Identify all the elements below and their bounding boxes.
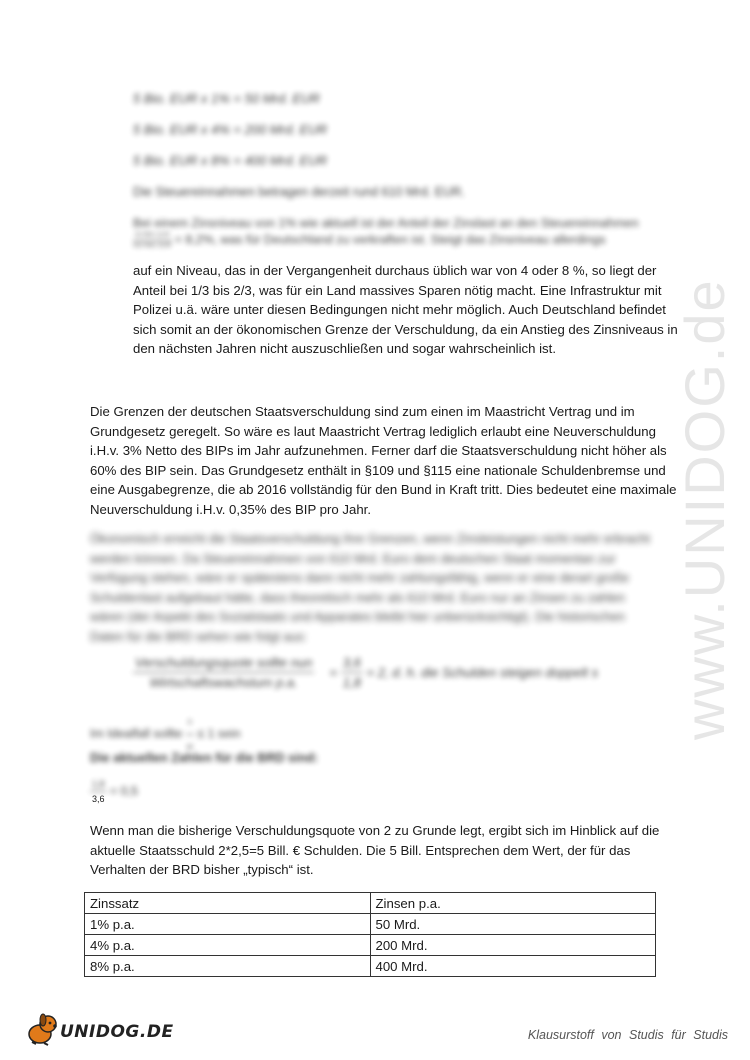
table-header-zinssatz: Zinssatz <box>85 893 371 914</box>
table-row <box>85 956 656 977</box>
interest-line-1: Bei einem Zinsniveau von 1% wie aktuell ist der Anteil der Zinslast an den Steuereinnahmen <box>133 216 639 230</box>
dog-mascot-icon <box>24 1012 64 1046</box>
equation-3: 5 Bio. EUR x 8% = 400 Mrd. EUR <box>133 153 327 168</box>
economic-paragraph-line: werden können. Da Steuereinnahmen von 610 Mrd. Euro dem deutschen Staat momentan zur <box>90 551 616 566</box>
interest-fraction-den: 610 Mrd. EUR <box>133 243 172 249</box>
footer-tagline: Klausurstoff von Studis für Studis <box>527 1028 728 1042</box>
formula-denominator: Wirtschaftswachstum p.a. <box>149 675 298 690</box>
watermark: www.UNIDOG.de <box>673 278 736 740</box>
ideal-fraction-num: s <box>186 712 194 735</box>
formula-numerator: Verschuldungsquote sollte nun <box>133 655 314 673</box>
equation-1: 5 Bio. EUR x 1% = 50 Mrd. EUR <box>133 91 320 106</box>
table-cell: 400 Mrd. <box>370 956 656 977</box>
interest-paragraph-line: auf ein Niveau, das in der Vergangenheit durchaus üblich war von 4 oder 8 %, so liegt der <box>133 263 657 278</box>
tax-revenue-sentence: Die Steuereinnahmen betragen derzeit rund 610 Mrd. EUR. <box>133 185 465 199</box>
limits-paragraph-line: Grundgesetz geregelt. So wäre es laut Maastricht Vertrag lediglich erlaubt eine Neuverschuldung <box>90 423 656 439</box>
interest-fraction <box>133 232 172 249</box>
conclusion-paragraph <box>90 821 659 880</box>
interest-paragraph-line: sich somit an der ökonomischen Grenze der Verschuldung, da ein Anstieg des Zinsniveaus in <box>133 321 678 337</box>
current-fraction <box>90 779 107 804</box>
formula-rest: = 2, d. h. die Schulden steigen doppelt s <box>366 665 599 680</box>
interest-fraction-num: 50 Mrd. EUR <box>133 232 172 241</box>
logo-text: UNIDOG.DE <box>60 1022 174 1042</box>
conclusion-line: aktuelle Staatsschuld 2*2,5=5 Bill. € Schulden. Die 5 Bill. Entsprechen dem Wert, der für das <box>90 842 631 858</box>
limits-paragraph-line: eine Ausgabegrenze, die ab 2016 vollständig für den Bund in Kraft tritt. Dies bedeutet eine maximale <box>90 482 677 498</box>
table-cell: 1% p.a. <box>85 914 371 935</box>
equation-2: 5 Bio. EUR x 4% = 200 Mrd. EUR <box>133 122 327 137</box>
ideal-fraction-den: w <box>186 741 193 751</box>
interest-paragraph-line: Anteil bei 1/3 bis 2/3, was für ein Land massives Sparen nötig macht. Eine Infrastruktur mit <box>133 282 662 298</box>
economic-paragraph-line: wären (der Aspekt des Sozialstaats und Apparates bleibt hier unberücksichtigt). Die historischen <box>90 610 625 625</box>
interest-rates-table <box>84 892 656 977</box>
table-cell: 4% p.a. <box>85 935 371 956</box>
formula-value-den: 1,8 <box>342 675 361 690</box>
limits-paragraph-line: Neuverschuldung i.H.v. 0,35% des BIP pro Jahr. <box>90 501 371 517</box>
economic-paragraph-line: Ökonomisch erreicht die Staatsverschuldung ihre Grenzen, wenn Zinsleistungen nicht mehr erbracht <box>90 532 651 546</box>
limits-paragraph-line: Die Grenzen der deutschen Staatsverschuldung sind zum einen im Maastricht Vertrag und im <box>90 404 635 419</box>
economic-paragraph-line: Schuldenlast aufgebaut hätte, dass theoretisch mehr als 610 Mrd. Euro nur an Zinsen zu zahlen <box>90 590 625 605</box>
current-rest: = 0,5 <box>109 783 138 798</box>
interest-paragraph-line: den nächsten Jahren nicht auszuschließen und sogar wahrscheinlich ist. <box>133 341 556 357</box>
interest-line-2-text: = 8,2%, was für Deutschland zu verkraften ist. Steigt das Zinsniveau allerdings <box>174 232 606 247</box>
current-numbers-formula <box>90 779 138 804</box>
conclusion-line: Wenn man die bisherige Verschuldungsquote von 2 zu Grunde legt, ergibt sich im Hinblick auf die <box>90 823 660 838</box>
unidog-logo[interactable] <box>24 1012 204 1046</box>
limits-paragraph-line: i.H.v. 3% Netto des BIPs im Jahr aufzunehmen. Ferner darf die Staatsverschuldung nicht höher als <box>90 443 667 459</box>
current-numbers-heading: Die aktuellen Zahlen für die BRD sind: <box>90 751 319 765</box>
ideal-rest: ≤ 1 sein <box>197 726 241 741</box>
current-fraction-num: 1,8 <box>90 779 107 792</box>
economic-paragraph-line: Verfügung stehen, wäre er spätestens dann nicht mehr zahlungsfähig, wenn er eine derart große <box>90 571 630 586</box>
economic-paragraph-line: Daten für die BRD sehen wie folgt aus: <box>90 629 308 644</box>
table-cell: 8% p.a. <box>85 956 371 977</box>
interest-line-2 <box>133 232 606 249</box>
table-cell: 50 Mrd. <box>370 914 656 935</box>
economic-paragraph <box>90 530 650 648</box>
formula-value-fraction <box>341 655 363 690</box>
formula-fraction <box>133 655 314 690</box>
debt-ratio-formula: $\frac{\text{Verschuldungsquote sollte nun}}{\text{Wirtschaftswachstum p.a.}}$ = $\frac{3,6}{1,8}$ = 2, d. h. die Schulden steigen doppelt s <box>135 655 599 690</box>
ideal-text: Im Idealfall sollte <box>90 726 183 741</box>
current-fraction-den: 3,6 <box>92 794 105 804</box>
table-header-row <box>85 893 656 914</box>
formula-value-num: 3,6 <box>341 655 363 673</box>
table-cell: 200 Mrd. <box>370 935 656 956</box>
table-header-zinsen: Zinsen p.a. <box>370 893 656 914</box>
interest-paragraph-line: Polizei u.ä. wäre unter diesen Bedingungen nicht mehr möglich. Auch Deutschland befindet <box>133 302 666 318</box>
limits-paragraph <box>90 402 676 520</box>
table-row <box>85 914 656 935</box>
table-row <box>85 935 656 956</box>
conclusion-line: Verhalten der BRD bisher „typisch“ ist. <box>90 862 314 878</box>
interest-paragraph <box>133 261 678 359</box>
limits-paragraph-line: 60% des BIP sein. Das Grundgesetz enthält in §109 und §115 eine nationale Schuldenbremse und <box>90 462 666 478</box>
